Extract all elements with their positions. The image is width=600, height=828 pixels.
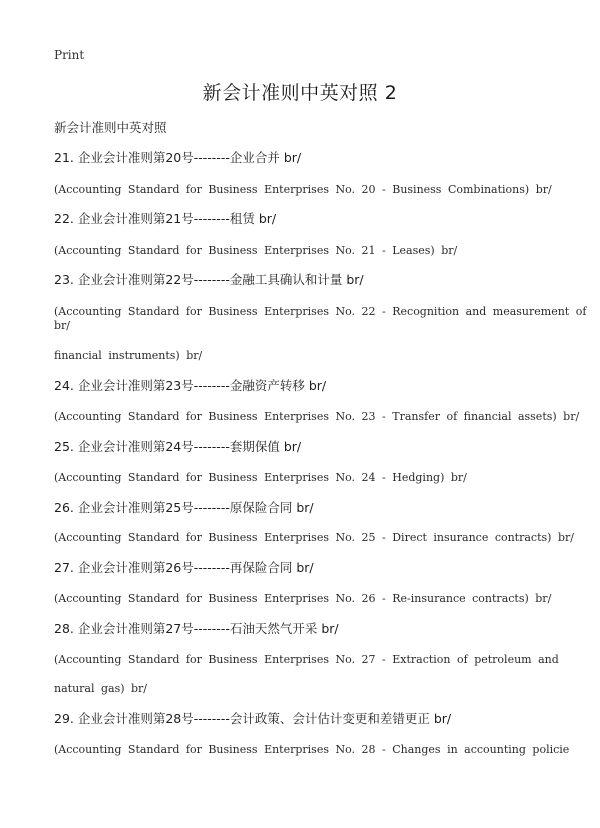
standard-23-cn: 24. 企业会计准则第23号--------金融资产转移 br/ (54, 378, 327, 393)
standard-28-cn: 29. 企业会计准则第28号--------会计政策、会计估计变更和差错更正 br/ (54, 711, 452, 726)
standard-24-cn: 25. 企业会计准则第24号--------套期保值 br/ (54, 439, 302, 454)
standard-28-en: (Accounting Standard for Business Enterprises No. 28 - Changes in accounting policie (54, 743, 570, 756)
section-heading: 新会计准则中英对照 (54, 120, 167, 135)
standard-25-en: (Accounting Standard for Business Enterprises No. 25 - Direct insurance contracts) br/ (54, 531, 574, 544)
standard-27-en-cont: natural gas) br/ (54, 682, 148, 695)
standard-24-en: (Accounting Standard for Business Enterprises No. 24 - Hedging) br/ (54, 471, 467, 484)
standard-25-cn: 26. 企业会计准则第25号--------原保险合同 br/ (54, 500, 314, 515)
standard-26-cn: 27. 企业会计准则第26号--------再保险合同 br/ (54, 560, 314, 575)
standard-26-en: (Accounting Standard for Business Enterprises No. 26 - Re-insurance contracts) br/ (54, 592, 552, 605)
standard-23-en: (Accounting Standard for Business Enterprises No. 23 - Transfer of financial assets) br/ (54, 410, 580, 423)
standard-21-en: (Accounting Standard for Business Enterprises No. 21 - Leases) br/ (54, 244, 458, 257)
standard-22-en-cont: financial instruments) br/ (54, 349, 203, 362)
standard-20-cn: 21. 企业会计准则第20号--------企业合并 br/ (54, 150, 302, 165)
print-label: Print (54, 48, 85, 62)
document-title: 新会计准则中英对照 2 (202, 82, 398, 104)
standard-22-cn: 23. 企业会计准则第22号--------金融工具确认和计量 br/ (54, 272, 364, 287)
standard-21-cn: 22. 企业会计准则第21号--------租赁 br/ (54, 211, 277, 226)
standard-27-cn: 28. 企业会计准则第27号--------石油天然气开采 br/ (54, 621, 339, 636)
standard-27-en: (Accounting Standard for Business Enterprises No. 27 - Extraction of petroleum and (54, 653, 559, 666)
standard-22-en: (Accounting Standard for Business Enterprises No. 22 - Recognition and measurement of (54, 305, 587, 318)
standard-20-en: (Accounting Standard for Business Enterprises No. 20 - Business Combinations) br/ (54, 183, 552, 196)
standard-22-en-wrap: br/ (54, 319, 71, 332)
